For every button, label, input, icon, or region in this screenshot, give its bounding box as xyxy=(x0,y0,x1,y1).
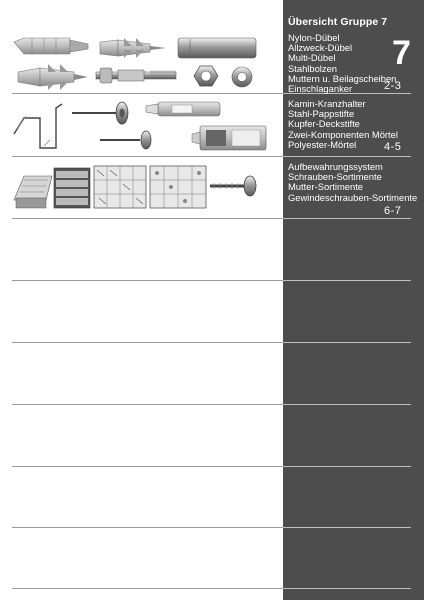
chimney-bracket-image xyxy=(14,104,62,148)
section-item: Zwei-Komponenten Mörtel xyxy=(288,128,398,140)
sidebar-divider xyxy=(283,342,411,343)
section-item: Muttern u. Beilagscheiben xyxy=(288,72,397,84)
storage-drawer-system-image xyxy=(54,168,90,208)
section-item: Allzweck-Dübel xyxy=(288,42,353,54)
washer-image xyxy=(232,67,252,87)
section-divider xyxy=(12,404,283,405)
hex-nut-image xyxy=(194,66,218,86)
section-divider xyxy=(12,588,283,589)
sidebar-divider xyxy=(283,280,411,281)
threaded-screw-image xyxy=(210,176,256,196)
section-item: Multi-Dübel xyxy=(288,52,336,64)
overview-title: Übersicht Gruppe 7 xyxy=(288,16,388,28)
allzweck-dowel-image xyxy=(100,38,166,58)
section-item: Aufbewahrungssystem xyxy=(288,161,383,172)
section-item: Nylon-Dübel xyxy=(288,32,340,43)
steel-anchor-bolt-image xyxy=(96,68,176,83)
polyester-mortar-image xyxy=(192,126,266,150)
steel-bolt-sleeve-image xyxy=(178,38,256,58)
section-item: Mutter-Sortimente xyxy=(288,181,364,193)
section-item: Stahlbolzen xyxy=(288,62,337,74)
section-item: Stahl-Pappstifte xyxy=(288,108,355,120)
storage-case-open-image xyxy=(14,176,52,208)
page-range: 4-5 xyxy=(384,141,402,153)
nut-assortment-box-image xyxy=(150,166,206,208)
screw-assortment-box-image xyxy=(94,166,146,208)
section-item: Schrauben-Sortimente xyxy=(288,171,382,183)
roofing-nail-image xyxy=(72,102,128,124)
page-range: 2-3 xyxy=(384,80,402,92)
nylon-dowel-image xyxy=(14,38,88,54)
sidebar-divider xyxy=(283,588,411,589)
two-component-mortar-image xyxy=(146,102,220,116)
section-item: Polyester-Mörtel xyxy=(288,138,357,150)
section-3-list xyxy=(288,162,417,203)
group-number: 7 xyxy=(392,34,411,72)
section-divider xyxy=(12,342,283,343)
section-item: Kamin-Kranzhalter xyxy=(288,98,366,109)
sidebar-divider xyxy=(283,156,411,157)
section-item: Kupfer-Deckstifte xyxy=(288,118,360,130)
copper-nail-image xyxy=(100,131,151,149)
section-item: Einschlaganker xyxy=(288,83,353,95)
section-2-list xyxy=(288,99,398,150)
product-illustrations xyxy=(0,0,283,230)
section-divider xyxy=(12,466,283,467)
section-item: Gewindeschrauben-Sortimente xyxy=(288,191,418,203)
sidebar-divider xyxy=(283,218,411,219)
section-1-list xyxy=(288,33,396,94)
section-divider xyxy=(12,527,283,528)
sidebar-divider xyxy=(283,527,411,528)
multi-dowel-image xyxy=(18,64,88,90)
sidebar-divider xyxy=(283,404,411,405)
sidebar-divider xyxy=(283,466,411,467)
page-range: 6-7 xyxy=(384,205,402,217)
section-divider xyxy=(12,280,283,281)
